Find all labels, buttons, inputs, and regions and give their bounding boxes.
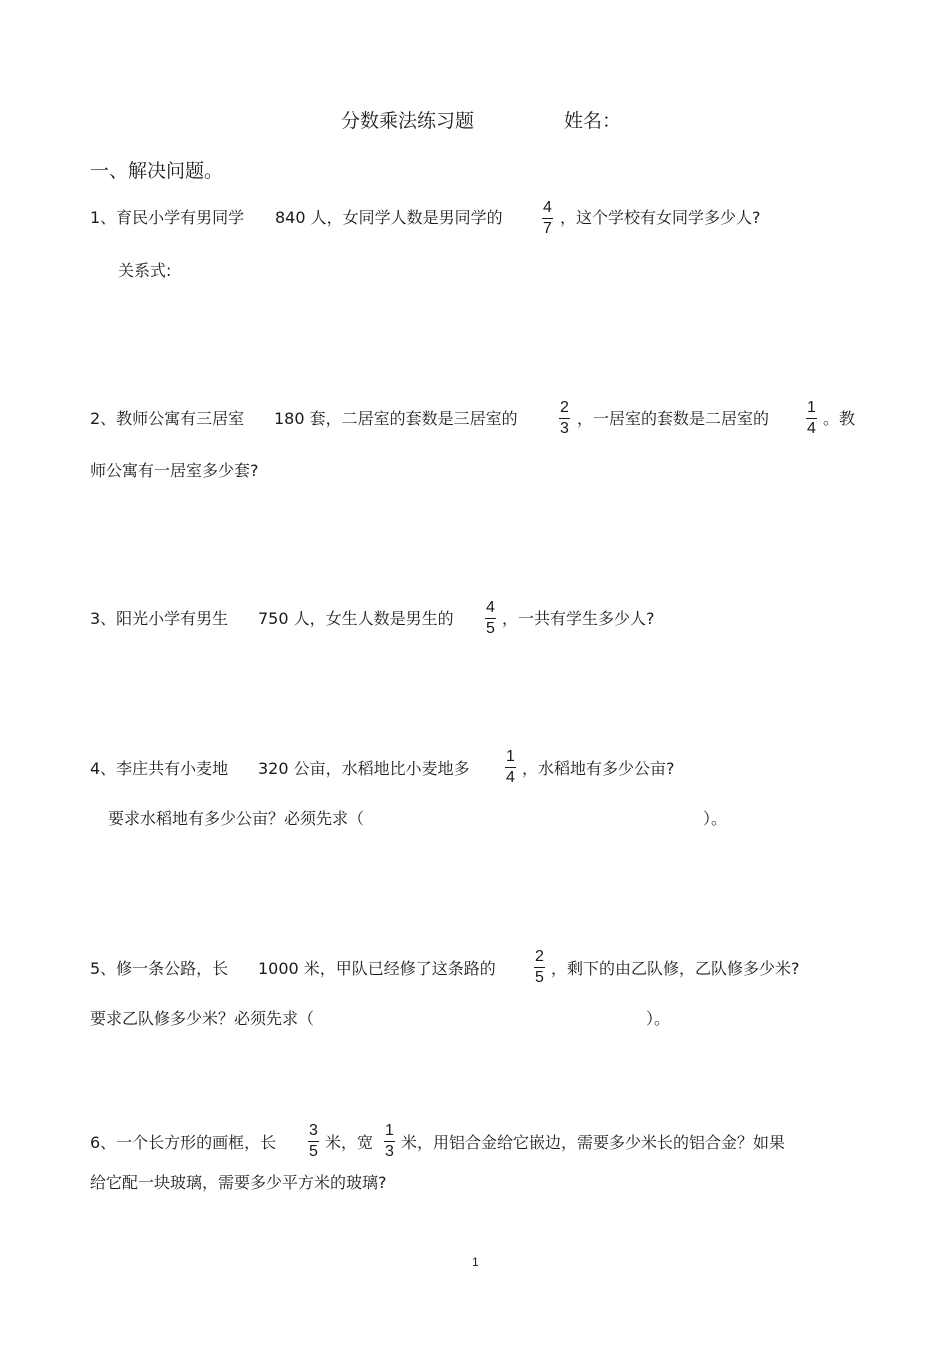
question-3-text-b: 750 人，女生人数是男生的 [258,609,454,628]
fraction-numerator: 4 [543,199,552,216]
question-2-fraction-2 [806,399,817,438]
fraction-denominator: 5 [486,620,495,637]
question-1-text-a: 1、育民小学有男同学 [90,208,245,227]
fraction-denominator: 4 [807,420,816,437]
fraction-denominator: 5 [309,1143,318,1160]
fraction-bar [559,418,570,419]
fraction-denominator: 4 [506,769,515,786]
question-5-text-b: 1000 米，甲队已经修了这条路的 [258,959,496,978]
fraction-bar [384,1141,395,1142]
question-4-fraction [505,748,516,787]
fraction-numerator: 2 [560,399,569,416]
question-2-text-d: 。教 [823,409,856,428]
fraction-denominator: 5 [535,969,544,986]
question-2-fraction-1 [559,399,570,438]
question-5-text-c: ，剩下的由乙队修，乙队修多少米? [551,959,800,978]
question-6-text-b: 米，宽 [325,1133,374,1152]
name-label: 姓名： [564,110,622,132]
question-1-relation-label: 关系式: [118,261,172,280]
question-1-text-c: ，这个学校有女同学多少人? [560,208,761,227]
fraction-numerator: 4 [486,599,495,616]
fraction-bar [485,618,496,619]
fraction-denominator: 3 [560,420,569,437]
page-number: 1 [472,1255,479,1269]
question-4-prompt: 要求水稻地有多少公亩？必须先求（ [108,809,365,828]
fraction-numerator: 1 [385,1122,394,1139]
fraction-bar [308,1141,319,1142]
fraction-bar [505,767,516,768]
page-title: 分数乘法练习题 [341,110,475,132]
question-2-text-b: 180 套，二居室的套数是三居室的 [274,409,518,428]
question-4-text-b: 320 公亩，水稻地比小麦地多 [258,759,470,778]
question-5-text-a: 5、修一条公路，长 [90,959,229,978]
fraction-numerator: 1 [506,748,515,765]
question-6-line-2: 给它配一块玻璃，需要多少平方米的玻璃? [90,1173,387,1192]
fraction-numerator: 3 [309,1122,318,1139]
question-6-fraction-2 [384,1122,395,1161]
question-6-text-a: 6、一个长方形的画框，长 [90,1133,277,1152]
question-3-text-a: 3、阳光小学有男生 [90,609,229,628]
fraction-denominator: 3 [385,1143,394,1160]
fraction-numerator: 2 [535,948,544,965]
question-5-prompt: 要求乙队修多少米？必须先求（ [90,1009,315,1028]
question-3-text-c: ，一共有学生多少人? [502,609,655,628]
question-4-text-c: ，水稻地有多少公亩? [522,759,675,778]
question-1-text-b: 840 人，女同学人数是男同学的 [275,208,503,227]
question-2-text-c: ，一居室的套数是二居室的 [577,409,770,428]
fraction-numerator: 1 [807,399,816,416]
question-5-fraction [534,948,545,987]
question-6-text-c: 米，用铝合金给它嵌边，需要多少米长的铝合金？如果 [401,1133,786,1152]
question-5-prompt-close: ）。 [646,1009,671,1028]
section-heading: 一、解决问题。 [90,160,224,182]
fraction-bar [806,418,817,419]
fraction-denominator: 7 [543,220,552,237]
question-4-prompt-close: ）。 [703,809,728,828]
question-2-line-2: 师公寓有一居室多少套? [90,461,259,480]
question-3-fraction [485,599,496,638]
question-2-text-a: 2、教师公寓有三居室 [90,409,245,428]
fraction-bar [534,967,545,968]
question-6-fraction-1 [308,1122,319,1161]
fraction-bar [542,218,553,219]
question-1-fraction [542,199,553,238]
question-4-text-a: 4、李庄共有小麦地 [90,759,229,778]
